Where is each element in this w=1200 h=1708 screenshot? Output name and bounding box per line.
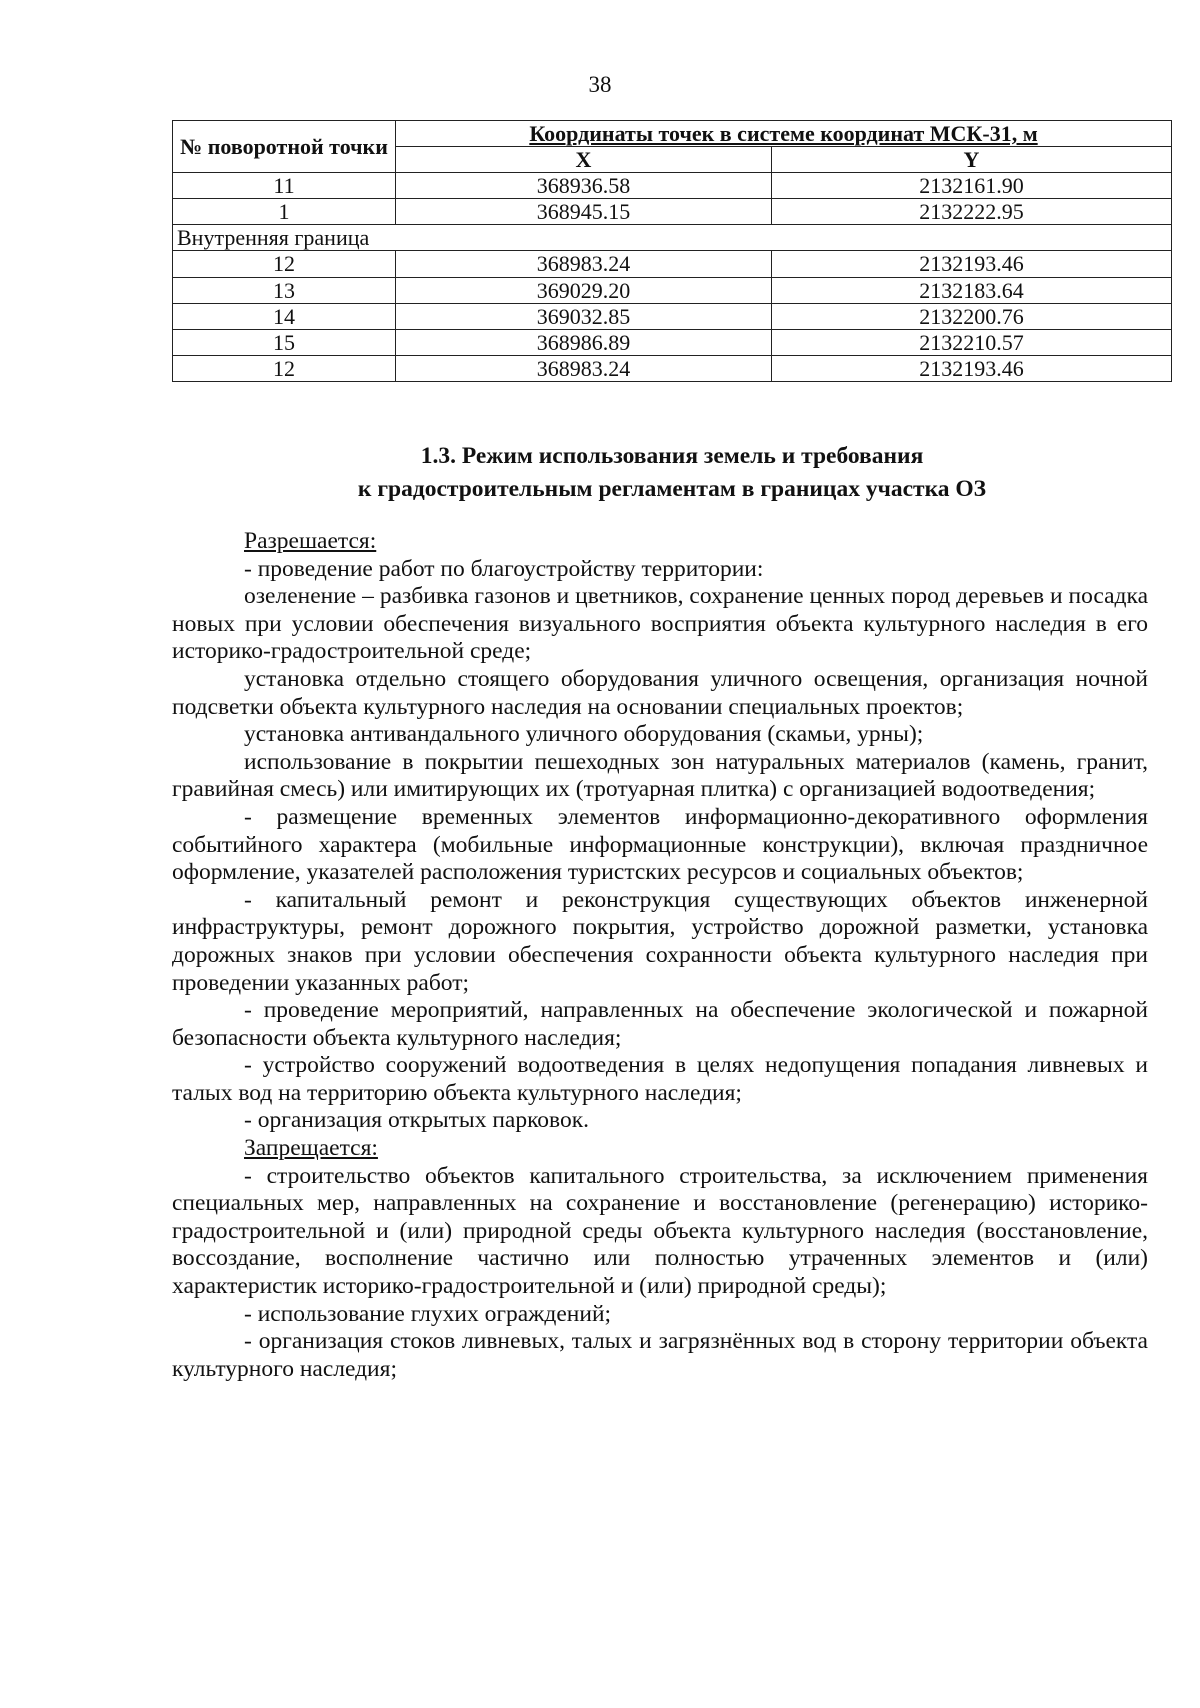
coord-x: 368983.24 — [396, 355, 772, 381]
paragraph: - проведение работ по благоустройству территории: — [244, 555, 764, 582]
coordinates-table — [172, 120, 1172, 382]
paragraph: - организация открытых парковок. — [244, 1107, 590, 1134]
paragraph: озеленение – разбивка газонов и цветников, сохранение ценных пород деревьев и посадка новых при условии обеспечения визуального восприятия объекта культурного наследия в его историко-градостроительной среде; — [172, 583, 1148, 665]
table-section-row — [173, 225, 1172, 251]
coord-y: 2132200.76 — [772, 303, 1172, 329]
coord-x: 369032.85 — [396, 303, 772, 329]
paragraph: установка отдельно стоящего оборудования уличного освещения, организация ночной подсветки объекта культурного наследия на основании специальных проектов; — [172, 665, 1148, 720]
header-y: Y — [772, 147, 1172, 173]
point-number: 12 — [173, 355, 396, 381]
allowed-heading: Разрешается: — [244, 528, 377, 554]
body-text — [172, 528, 1148, 1383]
coord-y: 2132193.46 — [772, 251, 1172, 277]
table-row — [173, 251, 1172, 277]
section-heading-line: 1.3. Режим использования земель и требования — [420, 443, 924, 469]
coord-x: 368986.89 — [396, 329, 772, 355]
point-number: 13 — [173, 277, 396, 303]
coord-y: 2132193.46 — [772, 355, 1172, 381]
paragraph: - размещение временных элементов информационно-декоративного оформления событийного характера (мобильные информационные конструкции), включая праздничное оформление, указателей расположения туристских ресурсов и социальных объектов; — [172, 803, 1148, 886]
coord-y: 2132183.64 — [772, 277, 1172, 303]
page-number: 38 — [588, 72, 612, 97]
header-point-number: № поворотной точки — [173, 121, 396, 173]
point-number: 1 — [173, 199, 396, 225]
point-number: 15 — [173, 329, 396, 355]
paragraph: - капитальный ремонт и реконструкция существующих объектов инженерной инфраструктуры, ремонт дорожного покрытия, устройство дорожной разметки, установка дорожных знаков при условии обеспечения сохранности объекта культурного наследия при проведении указанных работ; — [172, 886, 1148, 996]
coord-x: 369029.20 — [396, 277, 772, 303]
table-row — [173, 303, 1172, 329]
section-heading — [172, 440, 1172, 506]
table-row — [173, 173, 1172, 199]
header-coordinates: Координаты точек в системе координат МСК-31, м — [396, 121, 1172, 147]
coord-x: 368983.24 — [396, 251, 772, 277]
coord-x: 368936.58 — [396, 173, 772, 199]
point-number: 14 — [173, 303, 396, 329]
header-x: X — [396, 147, 772, 173]
table-header-row — [173, 121, 1172, 147]
paragraph: - устройство сооружений водоотведения в целях недопущения попадания ливневых и талых вод на территорию объекта культурного наследия; — [172, 1052, 1148, 1106]
coord-y: 2132161.90 — [772, 173, 1172, 199]
prohibited-heading: Запрещается: — [244, 1135, 378, 1162]
table-row — [173, 277, 1172, 303]
coord-y: 2132222.95 — [772, 199, 1172, 225]
coord-x: 368945.15 — [396, 199, 772, 225]
table-row — [173, 199, 1172, 225]
point-number: 11 — [173, 173, 396, 199]
paragraph: - организация стоков ливневых, талых и загрязнённых вод в сторону территории объекта культурного наследия; — [172, 1328, 1148, 1382]
section-heading-line: к градостроительным регламентам в границах участка ОЗ — [357, 476, 987, 502]
paragraph: установка антивандального уличного оборудования (скамьи, урны); — [244, 721, 924, 748]
paragraph: - использование глухих ограждений; — [244, 1300, 612, 1327]
paragraph: использование в покрытии пешеходных зон натуральных материалов (камень, гранит, гравийная смесь) или имитирующих их (тротуарная плитка) с организацией водоотведения; — [172, 748, 1148, 803]
table-row — [173, 355, 1172, 381]
coord-y: 2132210.57 — [772, 329, 1172, 355]
section-inner-boundary: Внутренняя граница — [173, 225, 1172, 251]
paragraph: - проведение мероприятий, направленных на обеспечение экологической и пожарной безопасности объекта культурного наследия; — [172, 997, 1148, 1051]
table-row — [173, 329, 1172, 355]
point-number: 12 — [173, 251, 396, 277]
paragraph: - строительство объектов капитального строительства, за исключением применения специальных мер, направленных на сохранение и восстановление (регенерацию) историко-градостроительной и (или) природной среды объекта культурного наследия (восстановление, воссоздание, восполнение частично или полностью утраченных элементов и (или) характеристик историко-градостроительной и (или) природной среды); — [172, 1162, 1148, 1300]
